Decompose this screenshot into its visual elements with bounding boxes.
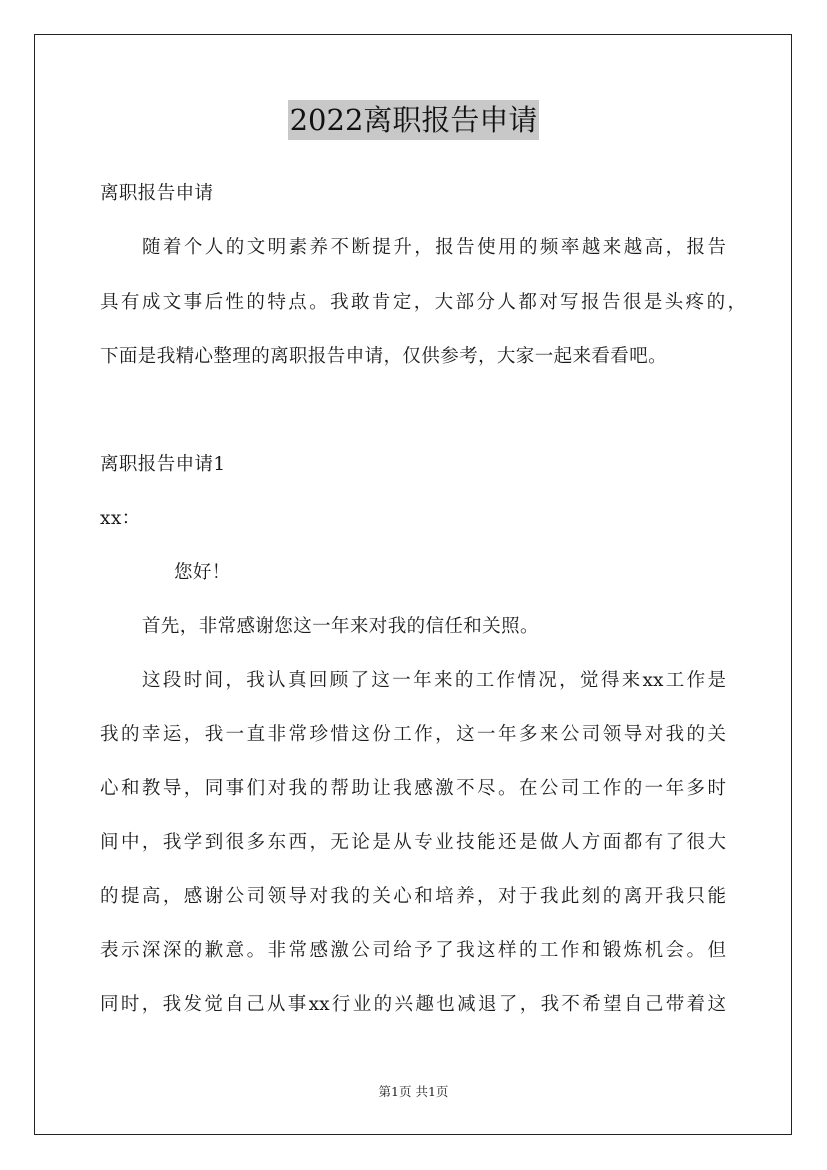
body-line-2: 我的幸运，我一直非常珍惜这份工作，这一年多来公司领导对我的关: [100, 724, 726, 745]
page-footer: [0, 1084, 827, 1100]
intro-line-2: 具有成文事后性的特点。我敢肯定，大部分人都对写报告很是头疼的，: [100, 292, 746, 313]
page-number-label: 第1页 共1页: [378, 1084, 449, 1099]
document-heading: 离职报告申请: [100, 183, 214, 204]
intro-line-3: 下面是我精心整理的离职报告申请，仅供参考，大家一起来看看吧。: [100, 346, 668, 367]
greeting: 您好！: [174, 562, 231, 583]
body-line-7: 同时，我发觉自己从事xx行业的兴趣也减退了，我不希望自己带着这: [100, 994, 726, 1015]
intro-line-1: 随着个人的文明素养不断提升，报告使用的频率越来越高，报告: [142, 237, 726, 258]
body-line-1: 这段时间，我认真回顾了这一年来的工作情况，觉得来xx工作是: [142, 670, 726, 691]
salutation: xx：: [100, 508, 141, 529]
body-line-6: 表示深深的歉意。非常感激公司给予了我这样的工作和锻炼机会。但: [100, 940, 726, 961]
body-line-4: 间中，我学到很多东西，无论是从专业技能还是做人方面都有了很大: [100, 832, 726, 853]
thanks-line: 首先，非常感谢您这一年来对我的信任和关照。: [142, 616, 539, 637]
body-line-5: 的提高，感谢公司领导对我的关心和培养，对于我此刻的离开我只能: [100, 886, 726, 907]
body-line-3: 心和教导，同事们对我的帮助让我感激不尽。在公司工作的一年多时: [100, 778, 726, 799]
document-title-block: [0, 100, 827, 140]
section-heading: 离职报告申请1: [100, 454, 226, 475]
document-title: 2022离职报告申请: [288, 100, 540, 140]
